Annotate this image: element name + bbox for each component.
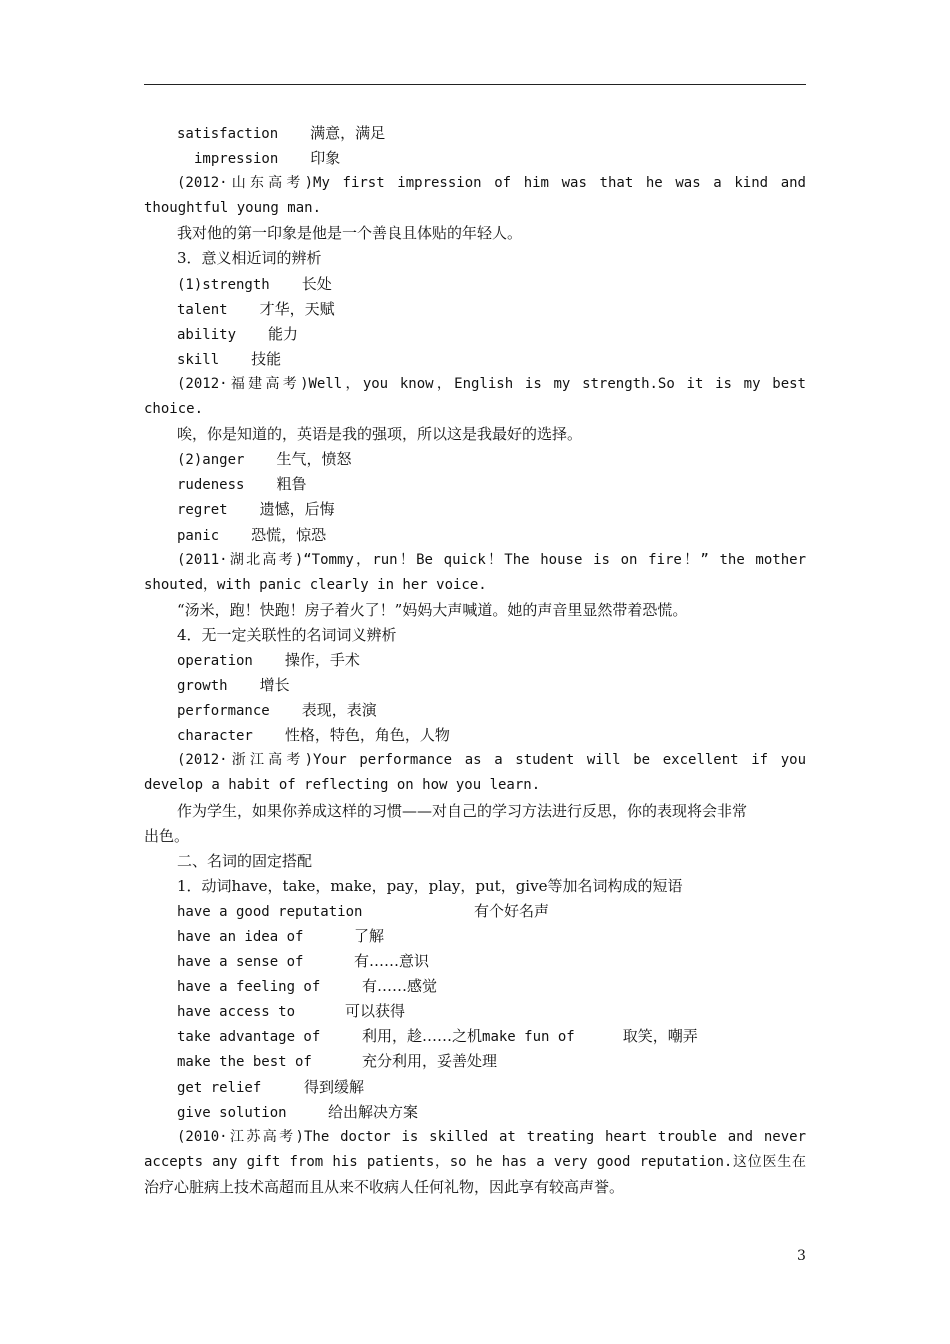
- vocab-line: [144, 523, 806, 548]
- english-term: satisfaction: [177, 126, 279, 142]
- chinese-meaning: 取笑，嘲弄: [622, 1027, 698, 1046]
- english-phrase: have access to: [177, 1004, 296, 1021]
- example-sentence: (2012·福建高考)Well，you know，English is my strength.So it is my best: [177, 375, 806, 392]
- phrase-line: [144, 1024, 806, 1049]
- chinese-meaning: 操作，手术: [284, 650, 360, 669]
- vocab-line: [144, 673, 806, 698]
- translation: 作为学生，如果你养成这样的习惯——对自己的学习方法进行反思，你的表现将会非常: [177, 801, 748, 820]
- phrase-line: [144, 899, 806, 924]
- example-sentence: (2012·浙江高考)Your performance as a student will be excellent if you: [177, 752, 806, 769]
- document-body: [144, 121, 806, 1200]
- phrase-line: [144, 1100, 806, 1125]
- english-term: skill: [177, 351, 220, 368]
- chinese-meaning: 利用，趁……之机: [362, 1027, 483, 1046]
- vocab-line: [144, 146, 806, 171]
- example-sentence: (2011·湖北高考)“Tommy，run！Be quick！The house is on fire！” the mother: [177, 551, 806, 568]
- vocab-line: [144, 447, 806, 472]
- example-sentence: (2010·江苏高考)The doctor is skilled at treating heart trouble and never: [177, 1128, 806, 1145]
- section-heading: 3．意义相近词的辨析: [177, 249, 322, 268]
- phrase-line: [144, 924, 806, 949]
- english-phrase: get relief: [177, 1079, 262, 1096]
- chinese-meaning: 性格，特色，角色，人物: [284, 726, 450, 745]
- translation: 唉，你是知道的，英语是我的强项，所以这是我最好的选择。: [177, 425, 583, 444]
- vocab-line: [144, 472, 806, 497]
- example-sentence-cont: choice.: [144, 401, 204, 418]
- english-term: regret: [177, 502, 228, 519]
- chinese-meaning: 了解: [354, 927, 385, 945]
- chinese-meaning: 才华，天赋: [259, 299, 335, 318]
- english-term: character: [177, 728, 253, 745]
- page-number: 3: [797, 1248, 806, 1264]
- translation-cont: 出色。: [144, 826, 190, 845]
- chinese-meaning: 充分利用，妥善处理: [362, 1052, 498, 1071]
- english-term: talent: [177, 301, 228, 318]
- chinese-meaning: 给出解决方案: [328, 1102, 419, 1121]
- chinese-meaning: 恐慌，惊恐: [251, 525, 327, 544]
- vocab-line: [144, 272, 806, 297]
- chinese-meaning: 有个好名声: [474, 901, 550, 920]
- translation: 我对他的第一印象是他是一个善良且体贴的年轻人。: [177, 224, 523, 243]
- chinese-meaning: 印象: [310, 149, 341, 168]
- vocab-line: [144, 698, 806, 723]
- chinese-meaning: 技能: [251, 349, 282, 368]
- translation-cont: 治疗心脏病上技术高超而且从来不收病人任何礼物，因此享有较高声誉。: [144, 1177, 625, 1196]
- example-sentence-cont: accepts any gift from his patients，so he has a very good reputation.这位医生在: [144, 1153, 806, 1170]
- chinese-meaning: 可以获得: [345, 1002, 406, 1021]
- phrase-line: [144, 999, 806, 1024]
- chinese-meaning: 增长: [259, 676, 290, 695]
- english-phrase: make the best of: [177, 1054, 312, 1071]
- vocab-line: [144, 322, 806, 347]
- phrase-line: [144, 1075, 806, 1100]
- example-sentence-cont: thoughtful young man.: [144, 200, 322, 217]
- translation: “汤米，跑！快跑！房子着火了！”妈妈大声喊道。她的声音里显然带着恐慌。: [177, 600, 688, 619]
- chinese-meaning: 有……感觉: [362, 977, 438, 996]
- english-term: operation: [177, 652, 253, 669]
- english-term: panic: [177, 527, 220, 544]
- phrase-line: [144, 1049, 806, 1074]
- chinese-meaning: 有……意识: [354, 952, 430, 971]
- phrase-line: [144, 974, 806, 999]
- chinese-meaning: 表现，表演: [301, 701, 377, 720]
- chinese-meaning: 遗憾，后悔: [259, 500, 335, 519]
- example-sentence-cont: shouted，with panic clearly in her voice.: [144, 576, 487, 593]
- chinese-meaning: 生气，愤怒: [276, 450, 352, 469]
- header-rule: [144, 84, 806, 85]
- chinese-meaning: 满意，满足: [310, 124, 386, 142]
- vocab-line: [144, 121, 806, 146]
- vocab-line: [144, 347, 806, 372]
- english-term: performance: [177, 703, 270, 720]
- english-phrase: have a good reputation: [177, 903, 363, 920]
- english-term: rudeness: [177, 477, 245, 494]
- vocab-line: [144, 723, 806, 748]
- english-phrase: have a sense of: [177, 954, 304, 971]
- section-heading: 4．无一定关联性的名词词义辨析: [177, 625, 397, 644]
- english-phrase: have a feeling of: [177, 979, 321, 996]
- example-sentence: (2012·山东高考)My first impression of him was that he was a kind and: [177, 175, 806, 192]
- english-phrase: take advantage of: [177, 1029, 321, 1046]
- chinese-meaning: 能力: [268, 324, 299, 343]
- english-phrase: have an idea of: [177, 929, 304, 945]
- vocab-line: [144, 648, 806, 673]
- english-term: ability: [177, 326, 237, 343]
- english-phrase: make fun of: [482, 1029, 575, 1046]
- vocab-line: [144, 497, 806, 522]
- chinese-meaning: 得到缓解: [304, 1077, 365, 1096]
- subsection-heading: 1．动词have，take，make，pay，play，put，give等加名词构成的短语: [177, 876, 683, 895]
- english-term: (1)strength: [177, 276, 270, 293]
- example-sentence-cont: develop a habit of reflecting on how you learn.: [144, 777, 541, 794]
- english-phrase: give solution: [177, 1104, 287, 1121]
- vocab-line: [144, 297, 806, 322]
- chinese-meaning: 长处: [301, 274, 332, 293]
- english-term: (2)anger: [177, 452, 245, 469]
- english-term: growth: [177, 678, 228, 695]
- chinese-meaning: 粗鲁: [276, 475, 307, 494]
- phrase-line: [144, 949, 806, 974]
- section-heading: 二、名词的固定搭配: [177, 851, 313, 870]
- english-term: impression: [194, 151, 279, 168]
